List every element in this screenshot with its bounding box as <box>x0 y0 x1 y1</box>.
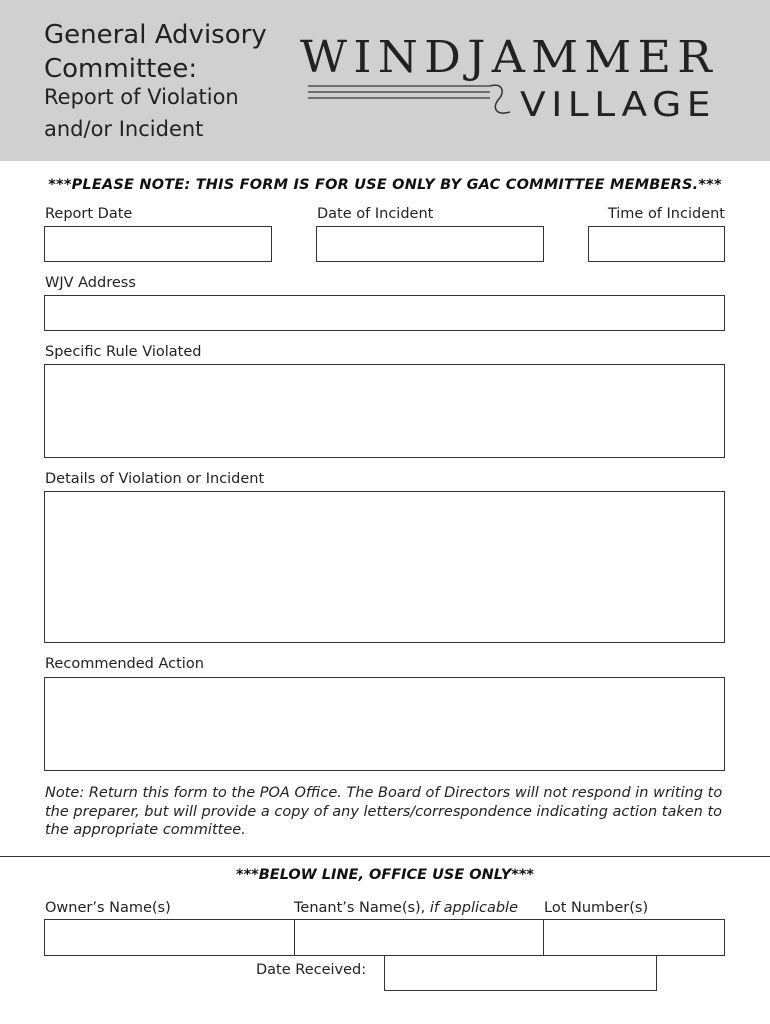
details-field[interactable] <box>44 491 725 643</box>
form-title <box>44 18 304 86</box>
logo-word-village: VILLAGE <box>520 85 716 125</box>
date-of-incident-label: Date of Incident <box>317 206 434 222</box>
specific-rule-field[interactable] <box>44 364 725 458</box>
subtitle-line-1: Report of Violation <box>44 85 239 109</box>
lot-number-label: Lot Number(s) <box>544 900 649 916</box>
tenants-name-label <box>294 900 518 916</box>
form-header <box>0 0 770 161</box>
office-info-table <box>44 919 725 956</box>
details-label: Details of Violation or Incident <box>45 471 265 487</box>
owners-name-field[interactable] <box>45 920 294 955</box>
logo-swash <box>490 85 510 113</box>
owners-name-label: Owner’s Name(s) <box>45 900 171 916</box>
return-form-note: Note: Return this form to the POA Office. The Board of Directors will not respond in writing to the preparer, but will provide a copy of any letters/correspondence indicating action taken to the appropriate committee. <box>45 785 723 838</box>
logo-word-windjammer: WINDJAMMER <box>300 32 718 83</box>
recommended-action-label: Recommended Action <box>45 656 204 672</box>
tenants-applicable-note: if applicable <box>429 900 519 916</box>
form-subtitle <box>44 81 304 145</box>
time-of-incident-field[interactable] <box>588 226 725 262</box>
office-use-heading: ***BELOW LINE, OFFICE USE ONLY*** <box>235 867 534 883</box>
report-date-label: Report Date <box>45 206 133 222</box>
date-received-field[interactable] <box>384 955 657 991</box>
subtitle-line-2: and/or Incident <box>44 117 204 141</box>
lot-number-field[interactable] <box>544 920 724 955</box>
title-line-2: Committee: <box>44 54 198 84</box>
wjv-address-label: WJV Address <box>45 275 136 291</box>
members-only-notice: ***PLEASE NOTE: THIS FORM IS FOR USE ONLY BY GAC COMMITTEE MEMBERS.*** <box>48 177 722 193</box>
report-date-field[interactable] <box>44 226 272 262</box>
recommended-action-field[interactable] <box>44 677 725 771</box>
windjammer-village-logo <box>298 28 728 128</box>
title-line-1: General Advisory <box>44 20 267 50</box>
tenants-name-field[interactable] <box>295 920 543 955</box>
date-of-incident-field[interactable] <box>316 226 544 262</box>
date-received-label: Date Received: <box>256 962 367 978</box>
office-use-divider <box>0 856 770 857</box>
specific-rule-label: Specific Rule Violated <box>45 344 202 360</box>
time-of-incident-label: Time of Incident <box>607 206 725 222</box>
tenants-name-text: Tenant’s Name(s), <box>294 900 426 916</box>
wjv-address-field[interactable] <box>44 295 725 331</box>
